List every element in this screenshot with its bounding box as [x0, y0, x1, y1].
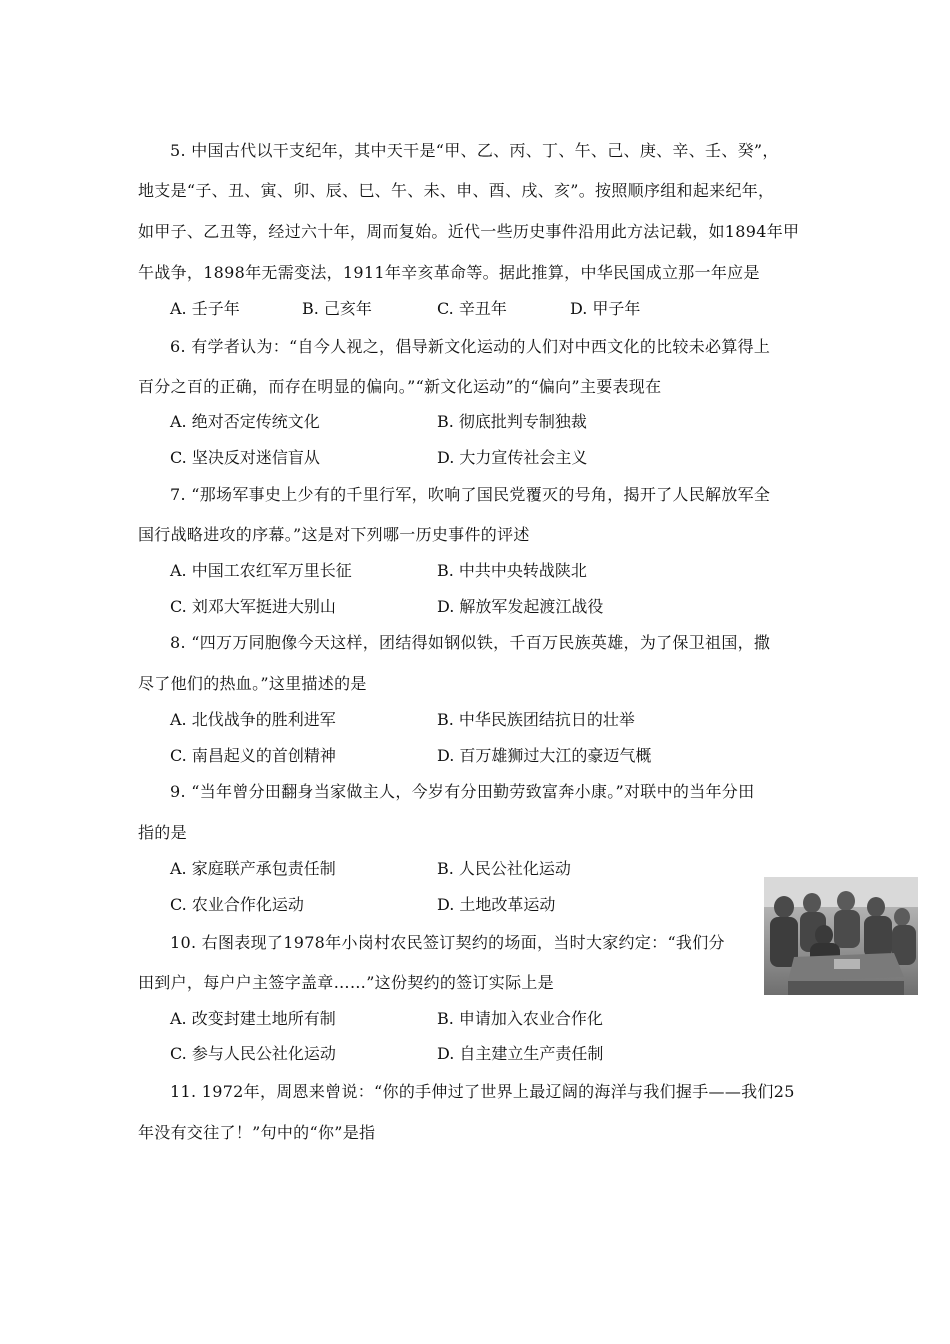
- q5-option-d: D. 甲子年: [570, 299, 641, 318]
- q6-option-b: B. 彻底批判专制独裁: [437, 412, 587, 431]
- q6-line-1: 6. 有学者认为：“自今人视之，倡导新文化运动的人们对中西文化的比较未必算得上: [170, 337, 771, 356]
- q10-line-1: 10. 右图表现了1978年小岗村农民签订契约的场面，当时大家约定：“我们分: [170, 933, 725, 952]
- q5-line-4: 午战争，1898年无需变法，1911年辛亥革命等。据此推算，中华民国成立那一年应是: [138, 263, 760, 282]
- q10-option-a: A. 改变封建土地所有制: [170, 1009, 336, 1028]
- q5-line-1: 5. 中国古代以干支纪年，其中天干是“甲、乙、丙、丁、午、己、庚、辛、壬、癸”，: [170, 141, 779, 160]
- q5-option-b: B. 己亥年: [302, 299, 372, 318]
- q5-option-a: A. 壬子年: [170, 299, 240, 318]
- q5-line-3: 如甲子、乙丑等，经过六十年，周而复始。近代一些历史事件沿用此方法记载，如1894年甲: [138, 222, 800, 241]
- q7-option-b: B. 中共中央转战陕北: [437, 561, 587, 580]
- q6-option-d: D. 大力宣传社会主义: [437, 448, 588, 467]
- q7-line-2: 国行战略进攻的序幕。”这是对下列哪一历史事件的评述: [138, 525, 530, 544]
- q7-option-d: D. 解放军发起渡江战役: [437, 597, 604, 616]
- q10-option-c: C. 参与人民公社化运动: [170, 1044, 336, 1063]
- q9-option-b: B. 人民公社化运动: [437, 859, 571, 878]
- q6-option-a: A. 绝对否定传统文化: [170, 412, 320, 431]
- q9-option-c: C. 农业合作化运动: [170, 895, 304, 914]
- q7-line-1: 7. “那场军事史上少有的千里行军，吹响了国民党覆灭的号角，揭开了人民解放军全: [170, 485, 771, 504]
- q9-option-a: A. 家庭联产承包责任制: [170, 859, 336, 878]
- q8-option-d: D. 百万雄狮过大江的豪迈气概: [437, 746, 652, 765]
- q6-line-2: 百分之百的正确，而存在明显的偏向。”“新文化运动”的“偏向”主要表现在: [138, 377, 662, 396]
- q8-line-2: 尽了他们的热血。”这里描述的是: [138, 674, 367, 693]
- q7-option-c: C. 刘邓大军挺进大别山: [170, 597, 336, 616]
- q11-line-2: 年没有交往了！”句中的“你”是指: [138, 1123, 376, 1142]
- q10-option-b: B. 申请加入农业合作化: [437, 1009, 603, 1028]
- q5-line-2: 地支是“子、丑、寅、卯、辰、巳、午、未、申、酉、戌、亥”。按照顺序组和起来纪年，: [138, 181, 775, 200]
- q6-option-c: C. 坚决反对迷信盲从: [170, 448, 320, 467]
- q7-option-a: A. 中国工农红军万里长征: [170, 561, 352, 580]
- q8-line-1: 8. “四万万同胞像今天这样，团结得如钢似铁，千百万民族英雄，为了保卫祖国，撒: [170, 633, 771, 652]
- q11-line-1: 11. 1972年，周恩来曾说：“你的手伸过了世界上最辽阔的海洋与我们握手——我们25: [170, 1082, 795, 1101]
- q8-option-c: C. 南昌起义的首创精神: [170, 746, 336, 765]
- q10-option-d: D. 自主建立生产责任制: [437, 1044, 604, 1063]
- q5-option-c: C. 辛丑年: [437, 299, 507, 318]
- q9-line-2: 指的是: [138, 823, 187, 842]
- q8-option-b: B. 中华民族团结抗日的壮举: [437, 710, 635, 729]
- q9-option-d: D. 土地改革运动: [437, 895, 556, 914]
- q9-line-1: 9. “当年曾分田翻身当家做主人，今岁有分田勤劳致富奔小康。”对联中的当年分田: [170, 782, 755, 801]
- q10-line-2: 田到户，每户户主签字盖章……”这份契约的签订实际上是: [138, 973, 554, 992]
- q8-option-a: A. 北伐战争的胜利进军: [170, 710, 336, 729]
